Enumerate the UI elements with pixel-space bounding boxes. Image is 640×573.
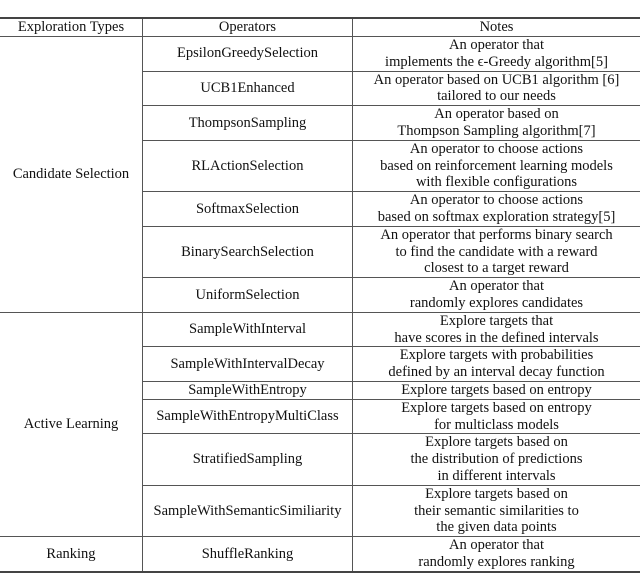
exploration-type-cell: Ranking: [0, 537, 143, 572]
operator-cell: ShuffleRanking: [143, 537, 353, 572]
notes-cell: [353, 140, 640, 191]
note-line: An operator based on: [353, 106, 640, 123]
operator-cell: SampleWithInterval: [143, 312, 353, 347]
operator-cell: BinarySearchSelection: [143, 226, 353, 277]
note-line: randomly explores ranking: [353, 554, 640, 571]
exploration-type-cell: Candidate Selection: [0, 37, 143, 313]
note-line: An operator that: [353, 278, 640, 295]
note-line: the given data points: [353, 519, 640, 536]
notes-cell: [353, 381, 640, 399]
note-line: have scores in the defined intervals: [353, 330, 640, 347]
exploration-type-cell: Active Learning: [0, 312, 143, 536]
operator-cell: UCB1Enhanced: [143, 71, 353, 106]
notes-cell: [353, 278, 640, 313]
notes-cell: [353, 226, 640, 277]
note-line: defined by an interval decay function: [353, 364, 640, 381]
operator-cell: EpsilonGreedySelection: [143, 37, 353, 72]
notes-cell: [353, 399, 640, 434]
notes-cell: [353, 434, 640, 485]
note-line: based on softmax exploration strategy[5]: [353, 209, 640, 226]
operator-cell: ThompsonSampling: [143, 106, 353, 141]
note-line: An operator to choose actions: [353, 141, 640, 158]
notes-cell: [353, 37, 640, 72]
note-line: Explore targets based on: [353, 486, 640, 503]
table-row: [0, 537, 640, 572]
notes-cell: [353, 106, 640, 141]
operator-cell: SampleWithIntervalDecay: [143, 347, 353, 382]
note-line: to find the candidate with a reward: [353, 244, 640, 261]
operator-cell: SoftmaxSelection: [143, 192, 353, 227]
operator-cell: StratifiedSampling: [143, 434, 353, 485]
note-line: their semantic similarities to: [353, 503, 640, 520]
notes-cell: [353, 192, 640, 227]
header-operators: Operators: [143, 18, 353, 37]
note-line: Thompson Sampling algorithm[7]: [353, 123, 640, 140]
note-line: Explore targets based on entropy: [353, 382, 640, 399]
operator-cell: UniformSelection: [143, 278, 353, 313]
operator-cell: SampleWithSemanticSimiliarity: [143, 485, 353, 536]
notes-cell: [353, 537, 640, 572]
header-notes: Notes: [353, 18, 640, 37]
note-line: in different intervals: [353, 468, 640, 485]
notes-cell: [353, 347, 640, 382]
operator-cell: RLActionSelection: [143, 140, 353, 191]
note-line: An operator that: [353, 537, 640, 554]
notes-cell: [353, 312, 640, 347]
note-line: An operator that: [353, 37, 640, 54]
note-line: An operator that performs binary search: [353, 227, 640, 244]
notes-cell: [353, 485, 640, 536]
table-row: [0, 37, 640, 72]
note-line: closest to a target reward: [353, 260, 640, 277]
table-row: [0, 312, 640, 347]
operator-cell: SampleWithEntropyMultiClass: [143, 399, 353, 434]
note-line: Explore targets based on entropy: [353, 400, 640, 417]
header-row: [0, 18, 640, 37]
note-line: An operator to choose actions: [353, 192, 640, 209]
header-exploration-types: Exploration Types: [0, 18, 143, 37]
note-line: the distribution of predictions: [353, 451, 640, 468]
note-line: implements the ϵ-Greedy algorithm[5]: [353, 54, 640, 71]
note-line: for multiclass models: [353, 417, 640, 434]
note-line: Explore targets based on: [353, 434, 640, 451]
note-line: with flexible configurations: [353, 174, 640, 191]
note-line: tailored to our needs: [353, 88, 640, 105]
operator-cell: SampleWithEntropy: [143, 381, 353, 399]
note-line: based on reinforcement learning models: [353, 158, 640, 175]
note-line: An operator based on UCB1 algorithm [6]: [353, 72, 640, 89]
note-line: Explore targets that: [353, 313, 640, 330]
operators-table: [0, 17, 640, 573]
note-line: Explore targets with probabilities: [353, 347, 640, 364]
notes-cell: [353, 71, 640, 106]
note-line: randomly explores candidates: [353, 295, 640, 312]
